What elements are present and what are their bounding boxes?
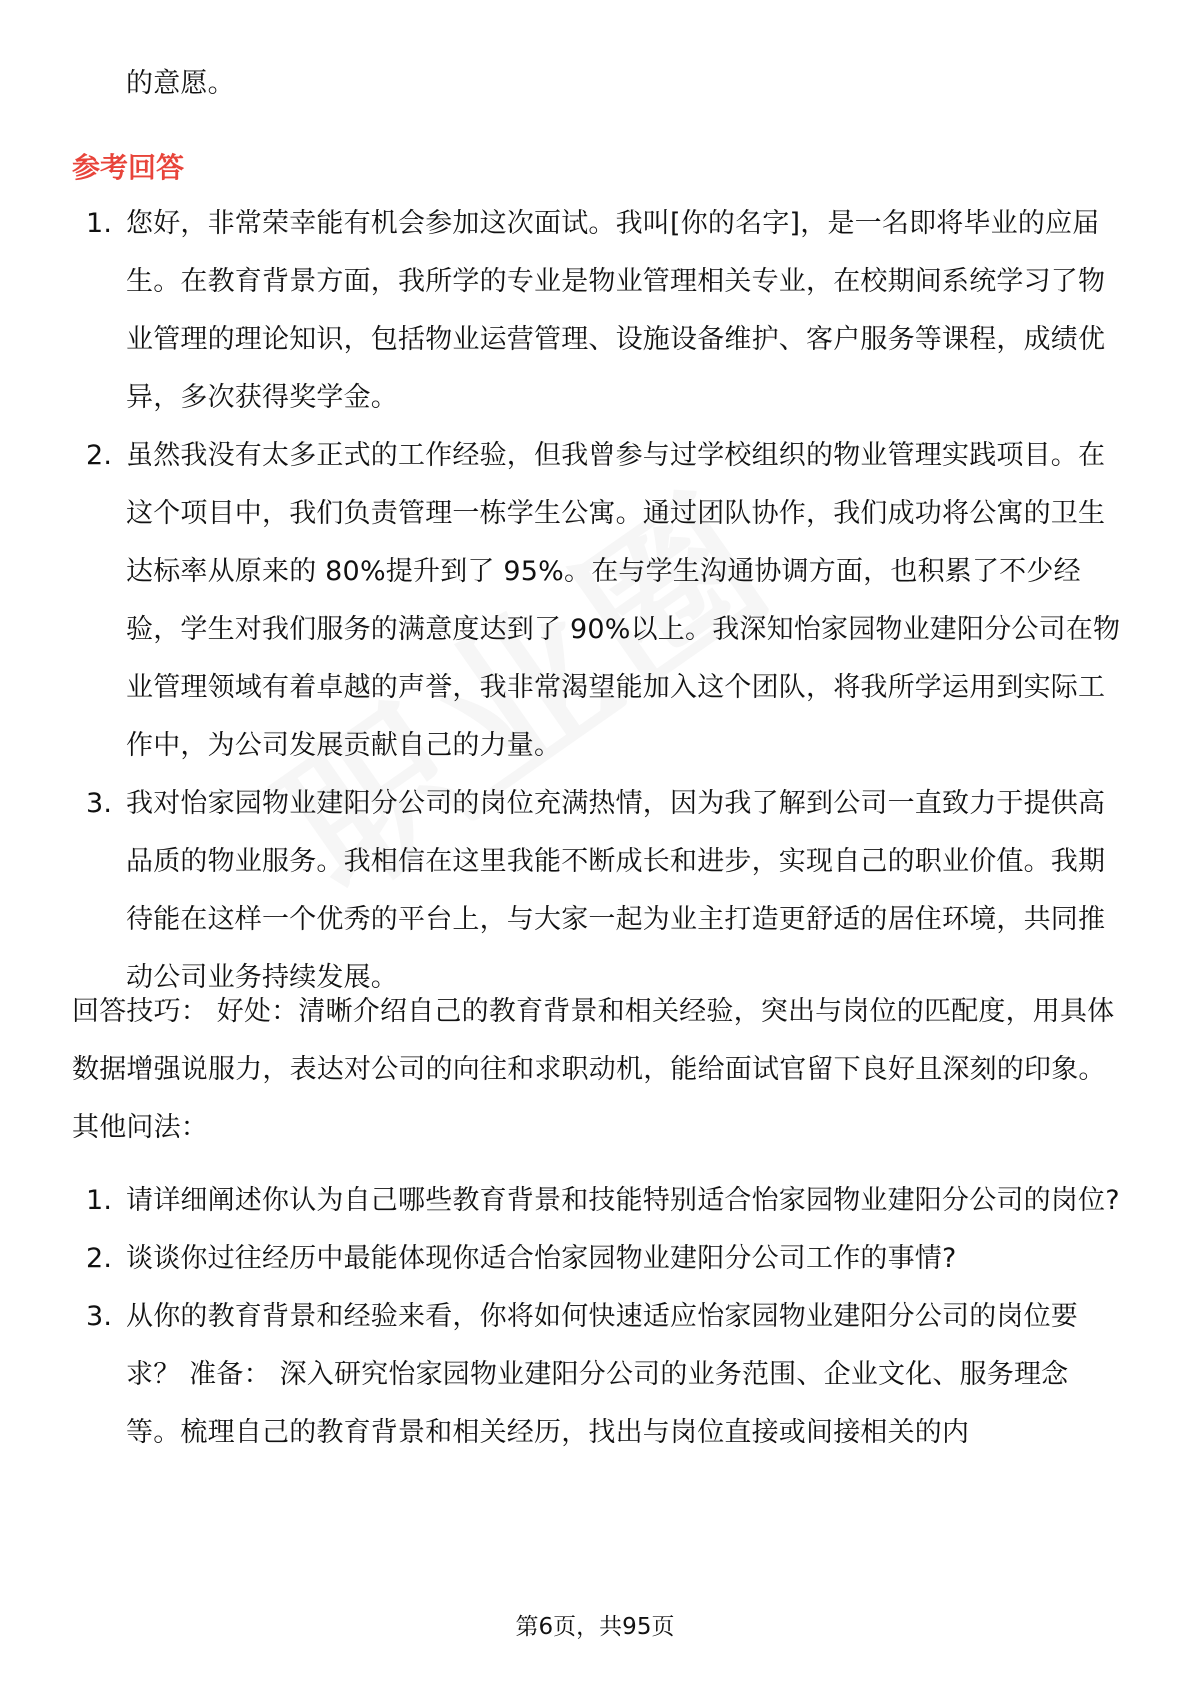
answer-item-3 <box>72 775 1122 1007</box>
other-questions-list <box>72 1172 1122 1462</box>
list-number: 2. <box>86 1243 113 1274</box>
question-item-3 <box>72 1288 1122 1462</box>
question-text: 请详细阐述你认为自己哪些教育背景和技能特别适合怡家园物业建阳分公司的岗位? <box>126 1185 1120 1216</box>
list-number: 1. <box>86 1185 113 1216</box>
list-number: 1. <box>86 208 113 239</box>
list-number: 3. <box>86 1301 113 1332</box>
reference-answer-heading: 参考回答 <box>72 151 185 184</box>
tips-paragraph: 回答技巧： 好处：清晰介绍自己的教育背景和相关经验，突出与岗位的匹配度，用具体数据增强说服力，表达对公司的向往和求职动机，能给面试官留下良好且深刻的印象。 其他问法： <box>72 996 1115 1143</box>
question-text: 谈谈你过往经历中最能体现你适合怡家园物业建阳分公司工作的事情? <box>126 1243 957 1274</box>
top-fragment: 的意愿。 <box>126 68 235 99</box>
question-item-1 <box>72 1172 1122 1230</box>
answer-item-1 <box>72 195 1122 427</box>
answer-text: 您好，非常荣幸能有机会参加这次面试。我叫[你的名字]，是一名即将毕业的应届生。在教育背景方面，我所学的专业是物业管理相关专业，在校期间系统学习了物业管理的理论知识，包括物业运营管理、设施设备维护、客户服务等课程，成绩优异，多次获得奖学金。 <box>126 208 1106 413</box>
answer-text: 虽然我没有太多正式的工作经验，但我曾参与过学校组织的物业管理实践项目。在这个项目中，我们负责管理一栋学生公寓。通过团队协作，我们成功将公寓的卫生达标率从原来的 80%提升到了 95%。在与学生沟通协调方面，也积累了不少经验，学生对我们服务的满意度达到了 90%以上。我深知怡家园物业建阳分公司在物业管理领域有着卓越的声誉，我非常渴望能加入这个团队，将我所学运用到实际工作中，为公司发展贡献自己的力量。 <box>126 440 1121 761</box>
page-number-footer: 第6页，共95页 <box>515 1614 675 1640</box>
question-text: 从你的教育背景和经验来看，你将如何快速适应怡家园物业建阳分公司的岗位要求？ 准备： 深入研究怡家园物业建阳分公司的业务范围、企业文化、服务理念等。梳理自己的教育背景和相关经历，找出与岗位直接或间接相关的内 <box>126 1301 1078 1448</box>
question-item-2 <box>72 1230 1122 1288</box>
list-number: 3. <box>86 788 113 819</box>
answer-list <box>72 195 1122 1007</box>
list-number: 2. <box>86 440 113 471</box>
answer-item-2 <box>72 427 1122 775</box>
answer-text: 我对怡家园物业建阳分公司的岗位充满热情，因为我了解到公司一直致力于提供高品质的物业服务。我相信在这里我能不断成长和进步，实现自己的职业价值。我期待能在这样一个优秀的平台上，与大家一起为业主打造更舒适的居住环境，共同推动公司业务持续发展。 <box>126 788 1106 993</box>
